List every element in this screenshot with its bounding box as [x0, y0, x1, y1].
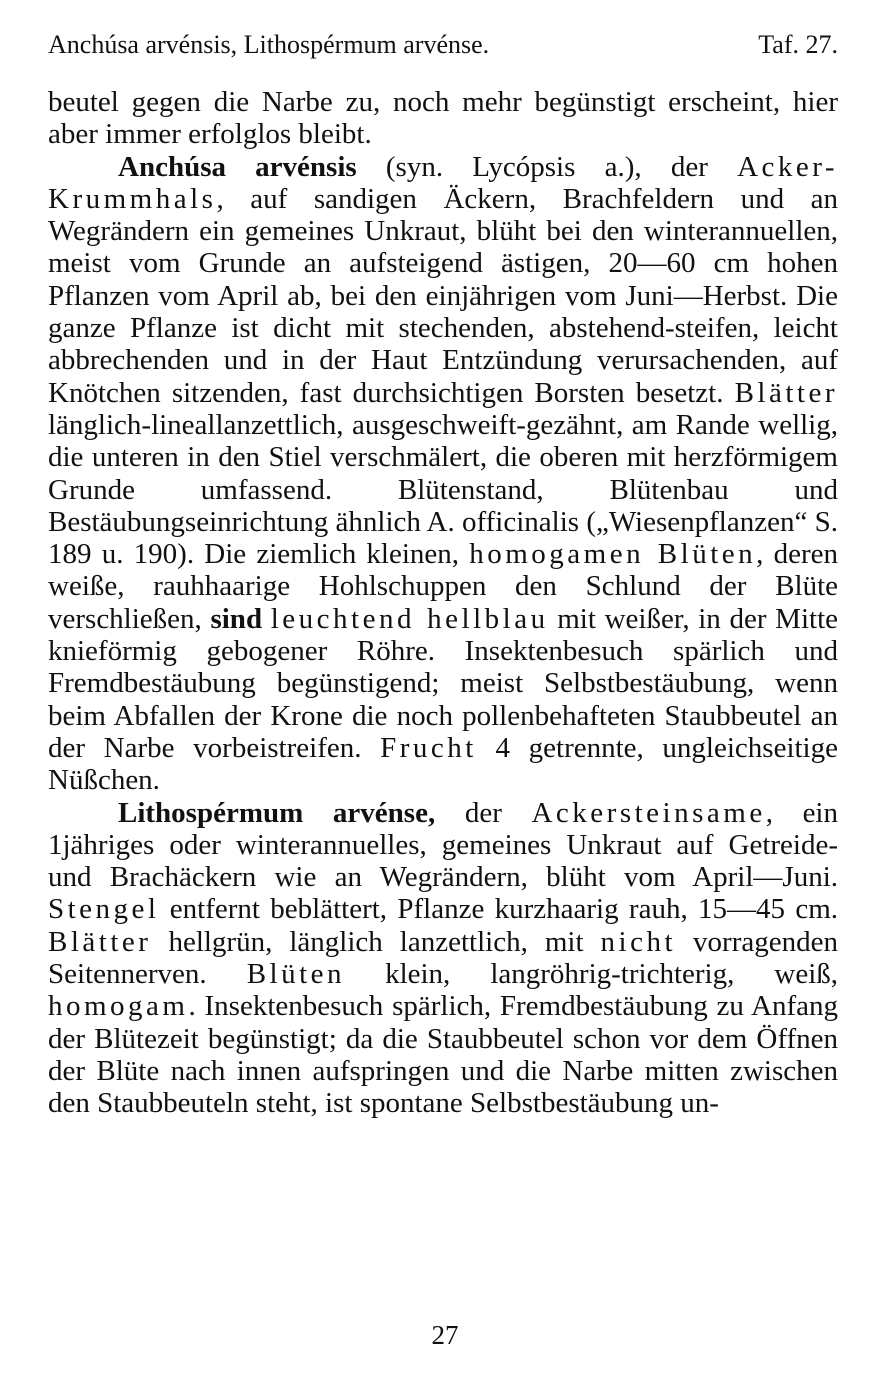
species-name-lithospermum: Lithospérmum arvénse,: [118, 796, 436, 829]
body-text: [48, 86, 838, 1120]
term-not: nicht: [600, 925, 677, 958]
plate-number: Taf. 27.: [758, 30, 838, 59]
page-number: 27: [431, 1320, 459, 1350]
term-homogamous-flowers: homogamen Blüten: [469, 538, 757, 571]
anchusa-paragraph: Anchúsa arvénsis (syn. Lycópsis a.), der Acker-Krummhals, auf sandigen Äckern, Brachfeldern und an Wegrändern ein gemeines Unkraut, blüht bei den winterannuellen, meist vom Grunde an aufsteigend ästigen, 20—60 cm hohen Pflanzen vom April ab, bei den einjährigen vom Juni—Herbst. Die ganze Pflanze ist dicht mit stechenden, abstehend-steifen, leicht abbrechenden und in der Haut Entzündung verursachenden, auf Knötchen sitzenden, fast durchsichtigen Borsten besetzt. Blätter länglich-lineallanzettlich, ausgeschweift-gezähnt, am Rande wellig, die unteren in den Stiel verschmälert, die oberen mit herzförmigem Grunde umfassend. Blütenstand, Blütenbau und Bestäubungseinrichtung ähnlich A. officinalis („Wiesenpflanzen“ S. 189 u. 190). Die ziemlich kleinen, homogamen Blüten, deren weiße, rauhhaarige Hohlschuppen den Schlund der Blüte verschließen, sind leuchtend hellblau mit weißer, in der Mitte knieförmig gebogener Röhre. Insektenbesuch spärlich und Fremdbestäubung begünstigend; meist Selbstbestäubung, wenn beim Abfallen der Krone die noch pollenbehafteten Staubbeutel an der Narbe vorbeistreifen. Frucht 4 getrennte, ungleichseitige Nüßchen.: [48, 150, 839, 797]
continuation-paragraph: beutel gegen die Narbe zu, noch mehr begünstigt erscheint, hier aber immer erfolglos bleibt.: [48, 86, 838, 151]
term-stem: Stengel: [48, 893, 160, 926]
page: [48, 28, 838, 1120]
term-bright-blue: leuchtend hellblau: [270, 602, 549, 635]
term-sind: sind: [210, 602, 263, 635]
lithospermum-paragraph: Lithospérmum arvénse, der Ackersteinsame, ein 1jähriges oder winterannuelles, gemeines Unkraut auf Getreide- und Brachäckern wie an Wegrändern, blüht vom April—Juni. Stengel entfernt beblättert, Pflanze kurzhaarig rauh, 15—45 cm. Blätter hellgrün, länglich lanzettlich, mit nicht vorragenden Seitennerven. Blüten klein, langröhrig-trichterig, weiß, homogam. Insektenbesuch spärlich, Fremdbestäubung zu Anfang der Blütezeit begünstigt; da die Staubbeutel schon vor dem Öffnen der Blüte nach innen aufspringen und die Narbe mitten zwischen den Staubbeuteln steht, ist spontane Selbstbestäubung un-: [48, 796, 838, 1120]
term-leaves-2: Blätter: [48, 925, 152, 958]
term-flowers: Blüten: [246, 958, 346, 991]
term-fruit: Frucht: [380, 731, 477, 764]
term-leaves: Blätter: [734, 376, 838, 409]
species-name-anchusa: Anchúsa arvénsis: [118, 150, 357, 183]
term-homogam: homogam: [48, 990, 189, 1023]
running-head-title: Anchúsa arvénsis, Lithospérmum arvénse.: [48, 30, 490, 59]
common-name-lithospermum: Ackersteinsame: [531, 796, 766, 829]
common-name-anchusa: Acker-Krummhals: [48, 150, 838, 215]
running-head: [48, 28, 838, 62]
